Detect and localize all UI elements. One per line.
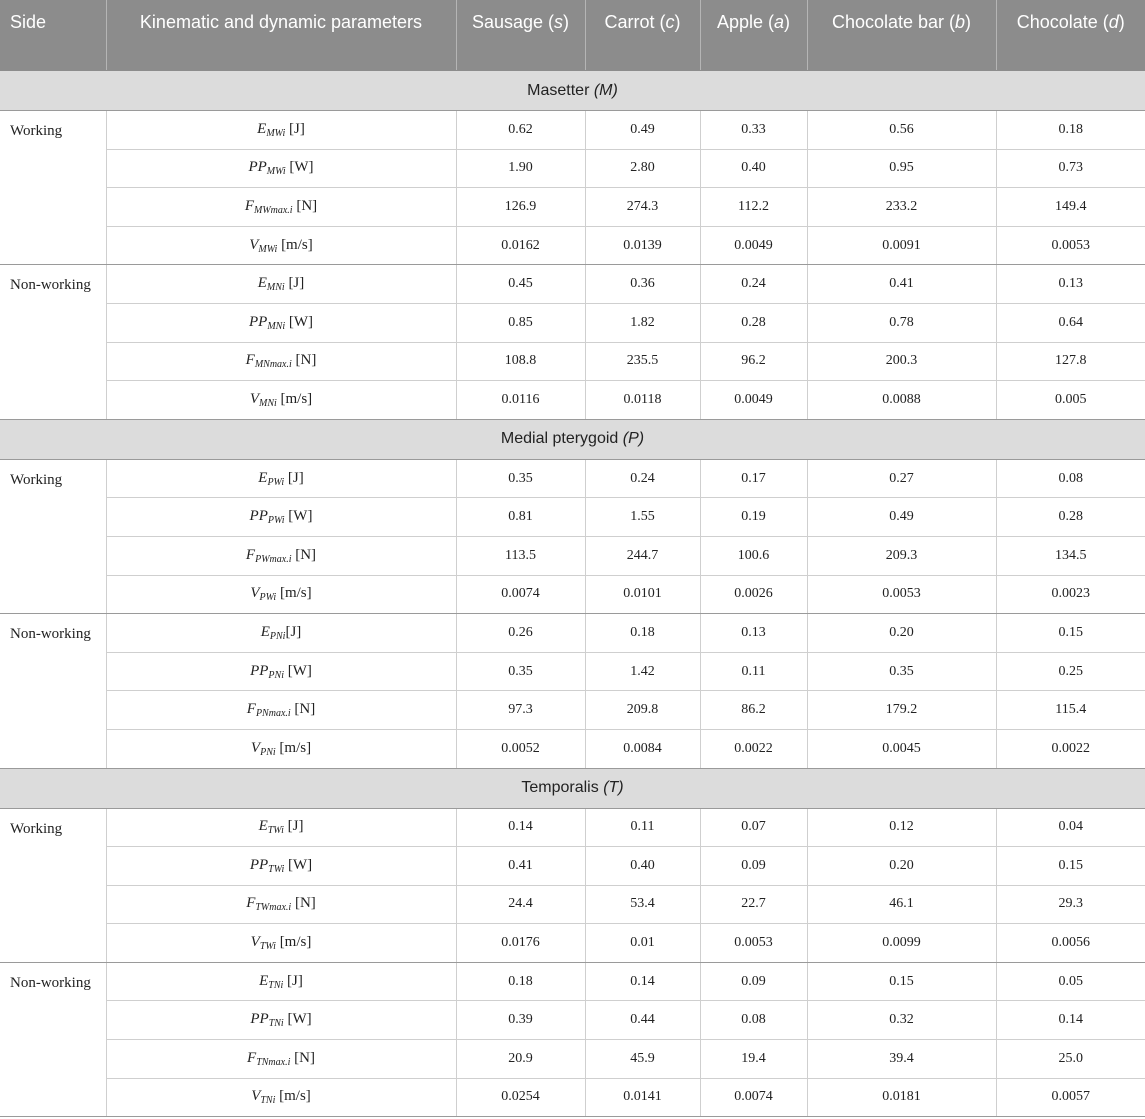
value-cell-apple: 0.40	[700, 149, 807, 188]
parameter-subscript: PNi	[260, 746, 276, 758]
parameter-symbol: PP	[250, 662, 269, 679]
value-cell-chocolate-bar: 0.0045	[807, 729, 996, 768]
parameter-symbol: E	[257, 275, 267, 292]
table-row	[0, 575, 1145, 614]
group-abbr: (P)	[622, 430, 645, 448]
parameter-subscript: TWi	[267, 825, 284, 837]
value-cell-carrot: 0.0118	[585, 381, 700, 420]
parameter-subscript: TNi	[260, 1095, 276, 1107]
value-cell-apple: 0.09	[700, 962, 807, 1001]
value-cell-chocolate-bar: 0.12	[807, 808, 996, 847]
value-cell-carrot: 0.0084	[585, 729, 700, 768]
parameter-symbol: F	[246, 895, 256, 912]
value-cell-chocolate-bar: 46.1	[807, 885, 996, 924]
value-cell-carrot: 1.55	[585, 498, 700, 537]
parameter-symbol: F	[245, 546, 256, 563]
parameter-symbol: V	[249, 236, 259, 253]
side-cell: Working	[0, 111, 106, 265]
value-cell-apple: 0.07	[700, 808, 807, 847]
value-cell-chocolate-bar: 0.41	[807, 265, 996, 304]
parameter-symbol: PP	[250, 1011, 269, 1028]
parameter-subscript: PNi	[269, 630, 286, 642]
parameter-unit: [m/s]	[275, 739, 312, 756]
value-cell-carrot: 2.80	[585, 149, 700, 188]
value-cell-chocolate: 0.0053	[996, 226, 1145, 265]
value-cell-sausage: 0.45	[456, 265, 585, 304]
value-cell-carrot: 0.44	[585, 1001, 700, 1040]
value-cell-apple: 0.28	[700, 303, 807, 342]
parameter-unit: [m/s]	[276, 585, 312, 602]
parameter-symbol: E	[258, 469, 268, 486]
parameter-unit: [N]	[292, 197, 318, 214]
group-title	[0, 419, 1145, 459]
parameter-unit: [m/s]	[275, 934, 312, 951]
parameter-unit: [m/s]	[277, 236, 313, 253]
value-cell-sausage: 0.0254	[456, 1078, 585, 1117]
parameter-subscript: PWi	[267, 476, 285, 488]
table-row	[0, 111, 1145, 150]
group-name: Masetter	[527, 81, 594, 99]
parameter-symbol: PP	[249, 508, 268, 525]
value-cell-carrot: 209.8	[585, 691, 700, 730]
value-cell-sausage: 0.14	[456, 808, 585, 847]
parameter-unit: [N]	[291, 352, 317, 369]
parameter-subscript: MWi	[266, 166, 286, 178]
value-cell-chocolate: 0.15	[996, 614, 1145, 653]
parameter-subscript: TWi	[268, 863, 285, 875]
value-cell-apple: 0.33	[700, 111, 807, 150]
parameter-unit: [W]	[283, 662, 312, 679]
parameter-unit: [N]	[291, 895, 316, 912]
table-row	[0, 265, 1145, 304]
value-cell-sausage: 0.0052	[456, 729, 585, 768]
parameter-subscript: MNi	[267, 320, 286, 332]
parameter-cell	[106, 226, 456, 265]
parameter-unit: [N]	[290, 1049, 315, 1066]
value-cell-apple: 0.0049	[700, 226, 807, 265]
parameter-symbol: E	[260, 623, 270, 640]
value-cell-chocolate: 0.18	[996, 111, 1145, 150]
value-cell-chocolate-bar: 0.35	[807, 652, 996, 691]
parameter-cell	[106, 1001, 456, 1040]
value-cell-chocolate: 134.5	[996, 536, 1145, 575]
table-row	[0, 962, 1145, 1001]
parameter-subscript: TNmax.i	[256, 1056, 291, 1068]
parameter-symbol: V	[249, 390, 259, 407]
parameter-unit: [W]	[284, 856, 313, 873]
header-chocolate-bar: Chocolate bar (b)	[807, 0, 996, 71]
value-cell-chocolate: 115.4	[996, 691, 1145, 730]
value-cell-apple: 96.2	[700, 342, 807, 381]
parameter-cell	[106, 498, 456, 537]
parameter-cell	[106, 962, 456, 1001]
value-cell-apple: 0.0049	[700, 381, 807, 420]
parameter-cell	[106, 111, 456, 150]
value-cell-apple: 100.6	[700, 536, 807, 575]
side-cell: Non-working	[0, 614, 106, 768]
group-abbr: (M)	[593, 81, 618, 99]
table-row	[0, 226, 1145, 265]
parameter-unit: [W]	[285, 313, 313, 330]
value-cell-sausage: 113.5	[456, 536, 585, 575]
value-cell-sausage: 24.4	[456, 885, 585, 924]
value-cell-apple: 0.0053	[700, 924, 807, 963]
value-cell-chocolate-bar: 0.78	[807, 303, 996, 342]
parameter-cell	[106, 847, 456, 886]
value-cell-chocolate-bar: 0.95	[807, 149, 996, 188]
group-abbr: (T)	[603, 779, 624, 796]
parameter-cell	[106, 303, 456, 342]
table-row	[0, 808, 1145, 847]
table-row	[0, 536, 1145, 575]
value-cell-chocolate: 0.13	[996, 265, 1145, 304]
value-cell-chocolate: 0.05	[996, 962, 1145, 1001]
value-cell-carrot: 0.01	[585, 924, 700, 963]
parameter-cell	[106, 342, 456, 381]
value-cell-sausage: 0.81	[456, 498, 585, 537]
value-cell-sausage: 0.85	[456, 303, 585, 342]
value-cell-carrot: 0.14	[585, 962, 700, 1001]
value-cell-carrot: 0.0141	[585, 1078, 700, 1117]
parameter-unit: [J]	[285, 120, 305, 137]
table-row	[0, 614, 1145, 653]
value-cell-chocolate-bar: 0.0181	[807, 1078, 996, 1117]
value-cell-sausage: 1.90	[456, 149, 585, 188]
parameter-subscript: MWi	[258, 243, 278, 255]
value-cell-chocolate: 29.3	[996, 885, 1145, 924]
value-cell-chocolate-bar: 0.0053	[807, 575, 996, 614]
table-row	[0, 691, 1145, 730]
value-cell-chocolate: 0.04	[996, 808, 1145, 847]
parameter-cell	[106, 652, 456, 691]
value-cell-sausage: 0.35	[456, 459, 585, 498]
parameter-cell	[106, 691, 456, 730]
header-sausage: Sausage (s)	[456, 0, 585, 71]
value-cell-chocolate-bar: 0.0088	[807, 381, 996, 420]
value-cell-chocolate-bar: 0.0099	[807, 924, 996, 963]
parameter-cell	[106, 1078, 456, 1117]
table-row	[0, 303, 1145, 342]
parameter-subscript: MNi	[258, 397, 277, 409]
parameter-cell	[106, 808, 456, 847]
value-cell-chocolate: 0.25	[996, 652, 1145, 691]
parameter-cell	[106, 188, 456, 227]
parameter-cell	[106, 536, 456, 575]
parameter-unit: [J]	[283, 818, 304, 835]
value-cell-apple: 0.19	[700, 498, 807, 537]
side-cell: Non-working	[0, 962, 106, 1116]
parameter-cell	[106, 614, 456, 653]
table-row	[0, 342, 1145, 381]
group-name: Temporalis	[521, 779, 604, 796]
parameter-subscript: PNmax.i	[255, 708, 291, 720]
value-cell-chocolate-bar: 0.0091	[807, 226, 996, 265]
value-cell-carrot: 0.40	[585, 847, 700, 886]
group-row	[0, 768, 1145, 808]
value-cell-chocolate-bar: 0.27	[807, 459, 996, 498]
table-row	[0, 188, 1145, 227]
value-cell-sausage: 0.18	[456, 962, 585, 1001]
value-cell-sausage: 0.0074	[456, 575, 585, 614]
value-cell-chocolate: 25.0	[996, 1040, 1145, 1079]
parameter-subscript: PWi	[259, 592, 277, 604]
parameter-subscript: MWi	[266, 127, 286, 139]
parameter-symbol: E	[259, 972, 269, 989]
parameter-unit: [J]	[284, 469, 304, 486]
parameter-cell	[106, 265, 456, 304]
table-row	[0, 1001, 1145, 1040]
table-body	[0, 71, 1145, 1117]
table-row	[0, 847, 1145, 886]
parameter-symbol: PP	[248, 159, 267, 176]
parameter-cell	[106, 729, 456, 768]
parameter-subscript: PNi	[268, 669, 284, 681]
parameter-symbol: F	[244, 197, 254, 214]
value-cell-chocolate: 0.0022	[996, 729, 1145, 768]
value-cell-sausage: 108.8	[456, 342, 585, 381]
header-carrot: Carrot (c)	[585, 0, 700, 71]
parameter-unit: [m/s]	[275, 1088, 311, 1105]
parameter-symbol: V	[250, 934, 260, 951]
table-row	[0, 381, 1145, 420]
value-cell-chocolate-bar: 39.4	[807, 1040, 996, 1079]
table-row	[0, 1040, 1145, 1079]
parameter-unit: [N]	[291, 546, 317, 563]
parameter-symbol: PP	[248, 313, 268, 330]
value-cell-chocolate-bar: 0.20	[807, 847, 996, 886]
value-cell-chocolate: 0.28	[996, 498, 1145, 537]
parameter-symbol: F	[246, 701, 256, 718]
value-cell-carrot: 0.24	[585, 459, 700, 498]
value-cell-carrot: 244.7	[585, 536, 700, 575]
parameter-unit: [N]	[290, 701, 316, 718]
parameter-unit: [J]	[284, 275, 305, 292]
value-cell-sausage: 0.62	[456, 111, 585, 150]
value-cell-carrot: 0.49	[585, 111, 700, 150]
value-cell-sausage: 0.0162	[456, 226, 585, 265]
value-cell-apple: 0.11	[700, 652, 807, 691]
value-cell-chocolate-bar: 0.56	[807, 111, 996, 150]
parameter-symbol: V	[250, 739, 261, 756]
value-cell-carrot: 235.5	[585, 342, 700, 381]
value-cell-apple: 0.13	[700, 614, 807, 653]
value-cell-chocolate-bar: 0.32	[807, 1001, 996, 1040]
table-row	[0, 924, 1145, 963]
value-cell-chocolate-bar: 0.15	[807, 962, 996, 1001]
value-cell-apple: 0.09	[700, 847, 807, 886]
value-cell-apple: 22.7	[700, 885, 807, 924]
side-cell: Working	[0, 459, 106, 613]
value-cell-chocolate: 0.14	[996, 1001, 1145, 1040]
value-cell-sausage: 0.35	[456, 652, 585, 691]
value-cell-sausage: 0.41	[456, 847, 585, 886]
group-row	[0, 419, 1145, 459]
parameter-symbol: F	[247, 1049, 257, 1066]
value-cell-apple: 0.0022	[700, 729, 807, 768]
group-title	[0, 71, 1145, 111]
value-cell-chocolate: 0.0023	[996, 575, 1145, 614]
table-row	[0, 729, 1145, 768]
parameter-symbol: V	[251, 1088, 261, 1105]
value-cell-carrot: 1.42	[585, 652, 700, 691]
value-cell-chocolate-bar: 0.20	[807, 614, 996, 653]
value-cell-apple: 0.17	[700, 459, 807, 498]
group-name: Medial pterygoid	[500, 430, 623, 448]
table-row	[0, 1078, 1145, 1117]
value-cell-chocolate-bar: 200.3	[807, 342, 996, 381]
value-cell-chocolate: 0.0057	[996, 1078, 1145, 1117]
parameter-unit: [J]	[283, 972, 303, 989]
table-row	[0, 149, 1145, 188]
value-cell-carrot: 53.4	[585, 885, 700, 924]
parameter-unit: [W]	[283, 1011, 312, 1028]
value-cell-chocolate: 149.4	[996, 188, 1145, 227]
value-cell-carrot: 0.0101	[585, 575, 700, 614]
parameter-subscript: TWi	[259, 941, 276, 953]
value-cell-apple: 0.0074	[700, 1078, 807, 1117]
parameter-cell	[106, 381, 456, 420]
side-cell: Working	[0, 808, 106, 962]
parameter-cell	[106, 885, 456, 924]
parameter-subscript: TWmax.i	[255, 902, 292, 914]
value-cell-apple: 86.2	[700, 691, 807, 730]
value-cell-sausage: 0.26	[456, 614, 585, 653]
header-apple: Apple (a)	[700, 0, 807, 71]
value-cell-chocolate: 0.005	[996, 381, 1145, 420]
table-header	[0, 0, 1145, 71]
value-cell-apple: 19.4	[700, 1040, 807, 1079]
parameter-subscript: PWmax.i	[255, 553, 292, 565]
value-cell-chocolate-bar: 209.3	[807, 536, 996, 575]
parameter-subscript: MWmax.i	[253, 204, 293, 216]
value-cell-sausage: 97.3	[456, 691, 585, 730]
value-cell-sausage: 20.9	[456, 1040, 585, 1079]
value-cell-carrot: 0.0139	[585, 226, 700, 265]
value-cell-apple: 0.0026	[700, 575, 807, 614]
parameter-subscript: MNmax.i	[254, 359, 292, 371]
parameter-cell	[106, 459, 456, 498]
parameter-subscript: TNi	[268, 1018, 284, 1030]
value-cell-apple: 0.24	[700, 265, 807, 304]
value-cell-sausage: 0.0176	[456, 924, 585, 963]
value-cell-carrot: 45.9	[585, 1040, 700, 1079]
parameter-cell	[106, 1040, 456, 1079]
value-cell-carrot: 274.3	[585, 188, 700, 227]
parameter-subscript: MNi	[266, 282, 285, 294]
value-cell-apple: 0.08	[700, 1001, 807, 1040]
header-side: Side	[0, 0, 106, 71]
parameter-symbol: PP	[249, 856, 269, 873]
parameter-unit: [J]	[285, 623, 302, 640]
parameter-subscript: PWi	[267, 515, 285, 527]
table-row	[0, 498, 1145, 537]
value-cell-chocolate: 0.0056	[996, 924, 1145, 963]
table-row	[0, 885, 1145, 924]
parameter-cell	[106, 575, 456, 614]
value-cell-chocolate: 0.15	[996, 847, 1145, 886]
parameter-cell	[106, 924, 456, 963]
value-cell-chocolate: 127.8	[996, 342, 1145, 381]
header-chocolate: Chocolate (d)	[996, 0, 1145, 71]
parameter-unit: [W]	[284, 508, 313, 525]
value-cell-sausage: 0.39	[456, 1001, 585, 1040]
value-cell-chocolate-bar: 179.2	[807, 691, 996, 730]
value-cell-chocolate-bar: 0.49	[807, 498, 996, 537]
value-cell-chocolate: 0.64	[996, 303, 1145, 342]
value-cell-carrot: 1.82	[585, 303, 700, 342]
parameter-unit: [m/s]	[276, 390, 313, 407]
table-row	[0, 459, 1145, 498]
header-parameters: Kinematic and dynamic parameters	[106, 0, 456, 71]
value-cell-chocolate: 0.08	[996, 459, 1145, 498]
parameter-symbol: V	[250, 585, 260, 602]
parameter-symbol: E	[257, 120, 267, 137]
value-cell-carrot: 0.18	[585, 614, 700, 653]
parameter-cell	[106, 149, 456, 188]
table-row	[0, 652, 1145, 691]
value-cell-carrot: 0.11	[585, 808, 700, 847]
parameter-unit: [W]	[285, 159, 314, 176]
group-title	[0, 768, 1145, 808]
value-cell-apple: 112.2	[700, 188, 807, 227]
value-cell-sausage: 0.0116	[456, 381, 585, 420]
value-cell-chocolate: 0.73	[996, 149, 1145, 188]
parameter-symbol: F	[245, 352, 255, 369]
value-cell-carrot: 0.36	[585, 265, 700, 304]
group-row	[0, 71, 1145, 111]
side-cell: Non-working	[0, 265, 106, 419]
parameter-subscript: TNi	[268, 979, 284, 991]
value-cell-sausage: 126.9	[456, 188, 585, 227]
parameter-symbol: E	[258, 818, 268, 835]
value-cell-chocolate-bar: 233.2	[807, 188, 996, 227]
